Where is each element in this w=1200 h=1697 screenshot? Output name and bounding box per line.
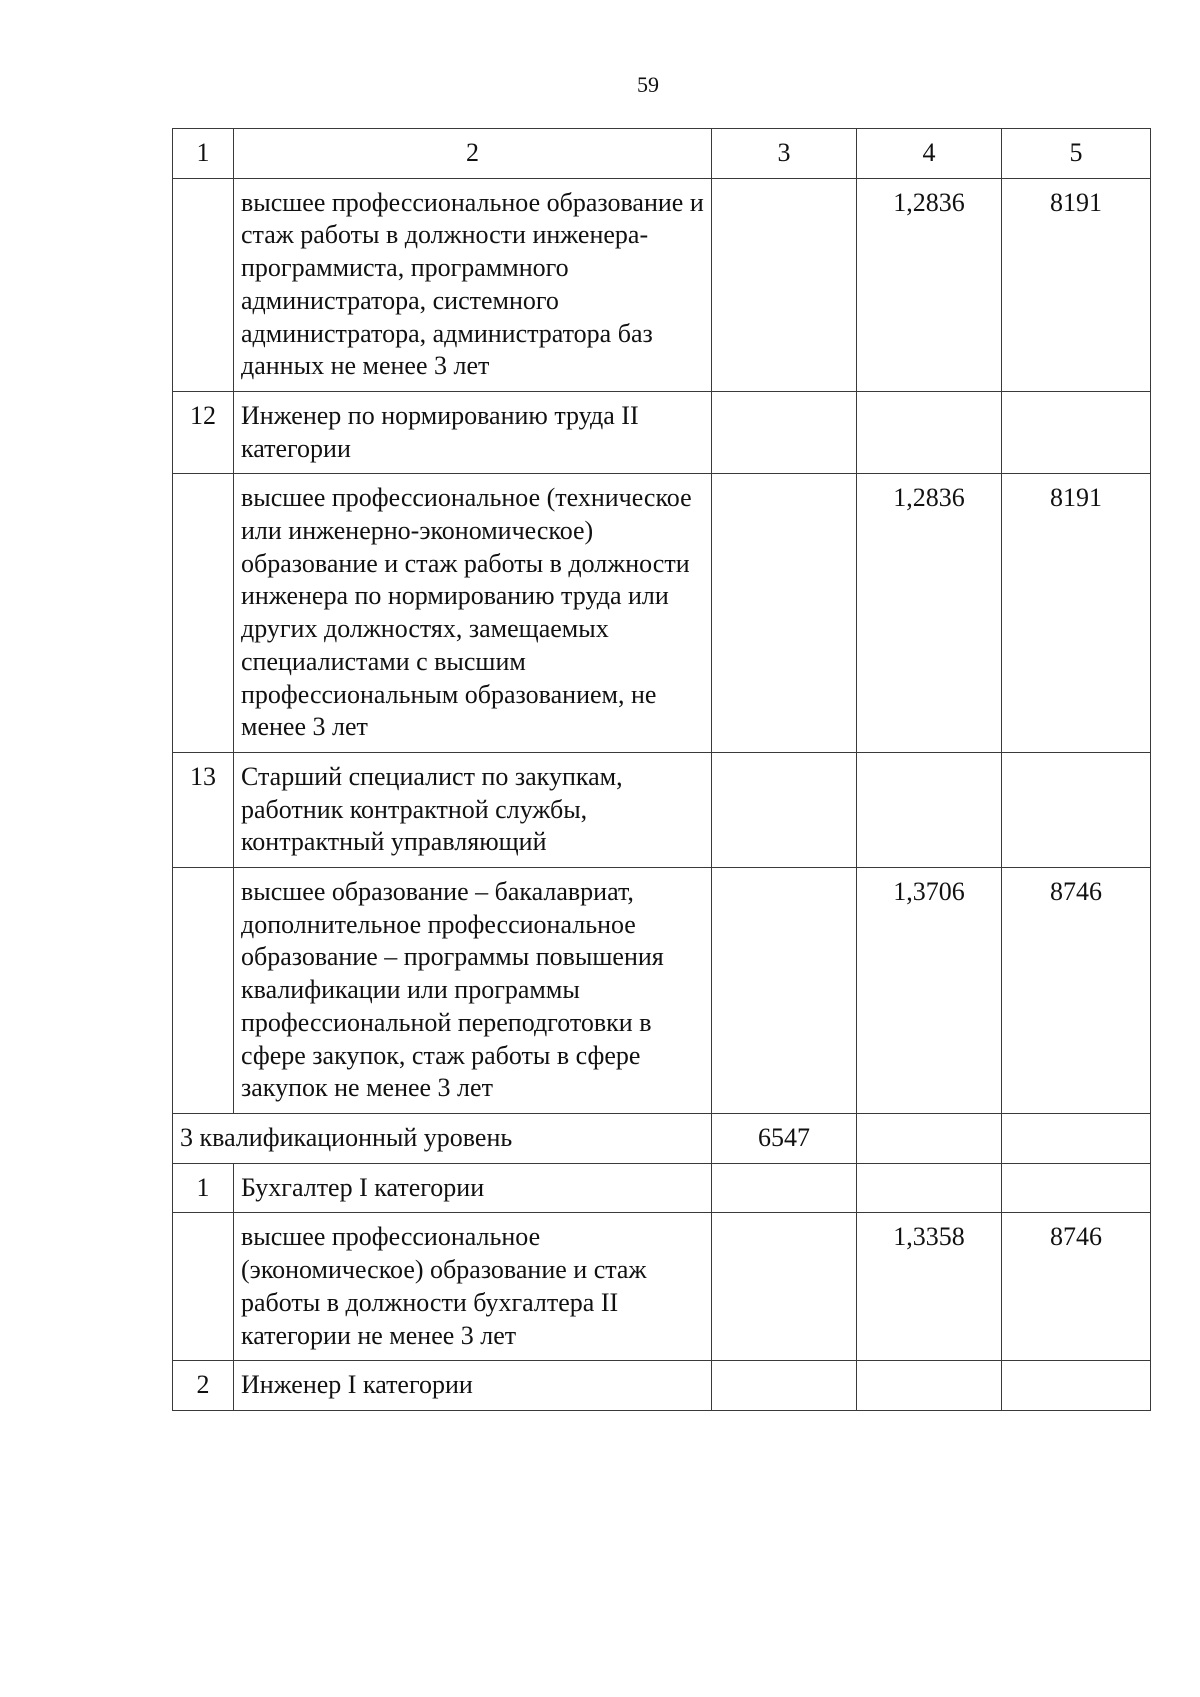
row-number-cell	[173, 1213, 234, 1361]
table-header-row	[173, 129, 1151, 179]
salary-cell	[1002, 752, 1151, 867]
coefficient-cell: 1,3706	[857, 868, 1002, 1114]
header-col-5: 5	[1002, 129, 1151, 179]
coefficient-cell: 1,2836	[857, 474, 1002, 753]
row-number-cell: 2	[173, 1361, 234, 1411]
coefficient-cell: 1,3358	[857, 1213, 1002, 1361]
base-salary-cell	[712, 474, 857, 753]
coefficient-cell	[857, 391, 1002, 473]
salary-cell: 8191	[1002, 474, 1151, 753]
base-salary-cell	[712, 1163, 857, 1213]
table-row	[173, 868, 1151, 1114]
base-salary-cell	[712, 752, 857, 867]
coefficient-cell: 1,2836	[857, 178, 1002, 391]
row-number-cell: 12	[173, 391, 234, 473]
salary-cell: 8746	[1002, 868, 1151, 1114]
base-salary-cell: 6547	[712, 1113, 857, 1163]
table-row	[173, 178, 1151, 391]
header-col-3: 3	[712, 129, 857, 179]
position-title-cell: Бухгалтер I категории	[234, 1163, 712, 1213]
qualification-level-label: 3 квалификационный уровень	[173, 1113, 712, 1163]
position-title-cell: Инженер I категории	[234, 1361, 712, 1411]
coefficient-cell	[857, 1113, 1002, 1163]
header-col-4: 4	[857, 129, 1002, 179]
table-row	[173, 752, 1151, 867]
coefficient-cell	[857, 752, 1002, 867]
table-row	[173, 391, 1151, 473]
salary-cell	[1002, 1361, 1151, 1411]
row-number-cell	[173, 474, 234, 753]
header-col-1: 1	[173, 129, 234, 179]
salary-cell	[1002, 391, 1151, 473]
position-title-cell: Инженер по нормированию труда II категории	[234, 391, 712, 473]
coefficient-cell	[857, 1361, 1002, 1411]
position-title-cell: Старший специалист по закупкам, работник контрактной службы, контрактный управляющий	[234, 752, 712, 867]
table-row	[173, 474, 1151, 753]
header-col-2: 2	[234, 129, 712, 179]
requirements-cell: высшее профессиональное образование и стаж работы в должности инженера-программиста, программного администратора, системного администратора, администратора баз данных не менее 3 лет	[234, 178, 712, 391]
base-salary-cell	[712, 1361, 857, 1411]
page-number: 59	[637, 72, 659, 97]
salary-cell	[1002, 1163, 1151, 1213]
qualification-level-row	[173, 1113, 1151, 1163]
row-number-cell	[173, 868, 234, 1114]
coefficient-cell	[857, 1163, 1002, 1213]
table-row	[173, 1361, 1151, 1411]
salary-cell	[1002, 1113, 1151, 1163]
requirements-cell: высшее профессиональное (экономическое) образование и стаж работы в должности бухгалтера II категории не менее 3 лет	[234, 1213, 712, 1361]
row-number-cell	[173, 178, 234, 391]
base-salary-cell	[712, 868, 857, 1114]
table-row	[173, 1213, 1151, 1361]
salary-cell: 8191	[1002, 178, 1151, 391]
base-salary-cell	[712, 178, 857, 391]
requirements-cell: высшее образование – бакалавриат, дополнительное профессиональное образование – программы повышения квалификации или программы профессиональной переподготовки в сфере закупок, стаж работы в сфере закупок не менее 3 лет	[234, 868, 712, 1114]
requirements-cell: высшее профессиональное (техническое или инженерно-экономическое) образование и стаж работы в должности инженера по нормированию труда или других должностях, замещаемых специалистами с высшим профессиональным образованием, не менее 3 лет	[234, 474, 712, 753]
table-row	[173, 1163, 1151, 1213]
qualification-table	[172, 128, 1151, 1411]
row-number-cell: 13	[173, 752, 234, 867]
salary-cell: 8746	[1002, 1213, 1151, 1361]
base-salary-cell	[712, 391, 857, 473]
base-salary-cell	[712, 1213, 857, 1361]
row-number-cell: 1	[173, 1163, 234, 1213]
